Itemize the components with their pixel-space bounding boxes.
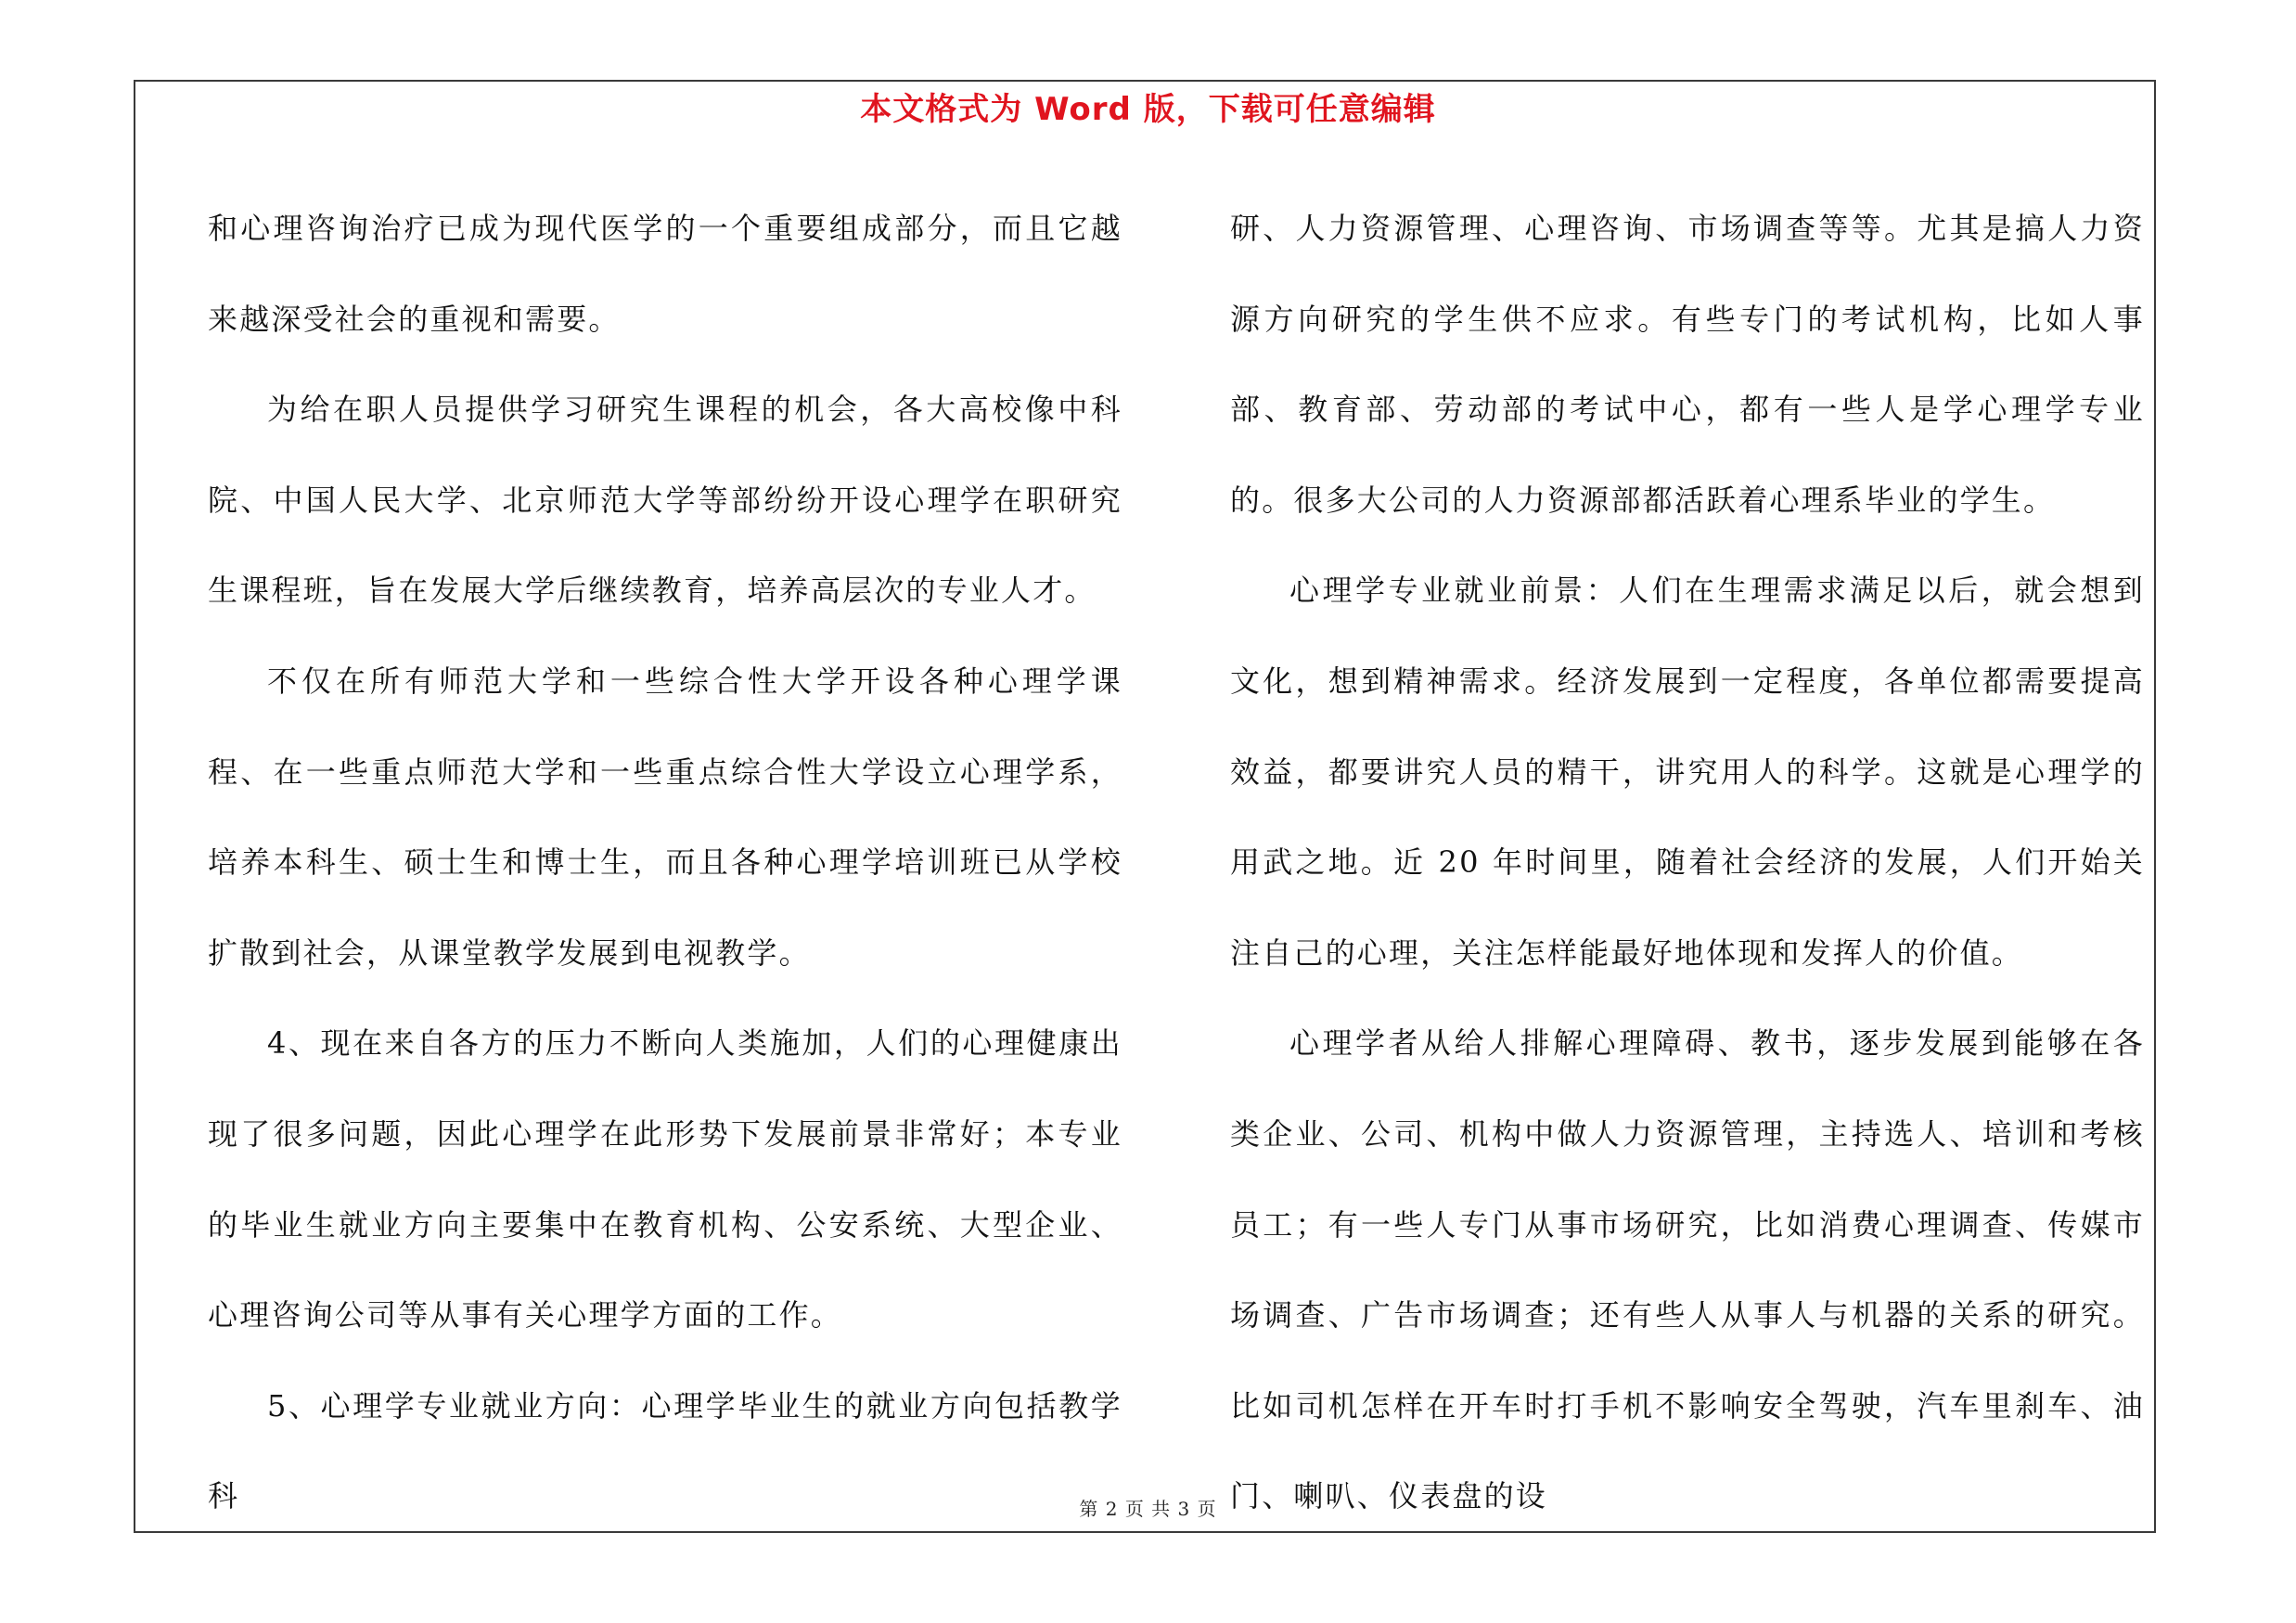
page-number: 第 2 页 共 3 页	[1079, 1498, 1217, 1520]
paragraph: 不仅在所有师范大学和一些综合性大学开设各种心理学课程、在一些重点师范大学和一些重点综合性大学设立心理学系，培养本科生、硕士生和博士生，而且各种心理学培训班已从学校扩散到社会，从课堂教学发展到电视教学。	[208, 663, 1122, 971]
paragraph: 研、人力资源管理、心理咨询、市场调查等等。尤其是搞人力资源方向研究的学生供不应求。有些专门的考试机构，比如人事部、教育部、劳动部的考试中心，都有一些人是学心理学专业的。很多大公司的人力资源部都活跃着心理系毕业的学生。	[1230, 211, 2145, 518]
paragraph: 心理学者从给人排解心理障碍、教书，逐步发展到能够在各类企业、公司、机构中做人力资源管理，主持选人、培训和考核员工；有一些人专门从事市场研究，比如消费心理调查、传媒市场调查、广告市场调查；还有些人从事人与机器的关系的研究。比如司机怎样在开车时打手机不影响安全驾驶，汽车里刹车、油门、喇叭、仪表盘的设	[1230, 1025, 2145, 1514]
paragraph: 心理学专业就业前景：人们在生理需求满足以后，就会想到文化，想到精神需求。经济发展到一定程度，各单位都需要提高效益，都要讲究人员的精干，讲究用人的科学。这就是心理学的用武之地。近 20 年时间里，随着社会经济的发展，人们开始关注自己的心理，关注怎样能最好地体现和发挥人的价值。	[1230, 573, 2145, 971]
paragraph: 4、现在来自各方的压力不断向人类施加，人们的心理健康出现了很多问题，因此心理学在此形势下发展前景非常好；本专业的毕业生就业方向主要集中在教育机构、公安系统、大型企业、心理咨询公司等从事有关心理学方面的工作。	[208, 1025, 1122, 1333]
paragraph: 5、心理学专业就业方向：心理学毕业生的就业方向包括教学科	[208, 1387, 1122, 1514]
right-column	[1230, 184, 2145, 1542]
left-column	[208, 184, 1122, 1542]
edit-notice-banner: 本文格式为 Word 版，下载可任意编辑	[860, 91, 1436, 128]
paragraph: 和心理咨询治疗已成为现代医学的一个重要组成部分，而且它越来越深受社会的重视和需要。	[208, 211, 1122, 337]
paragraph: 为给在职人员提供学习研究生课程的机会，各大高校像中科院、中国人民大学、北京师范大学等部纷纷开设心理学在职研究生课程班，旨在发展大学后继续教育，培养高层次的专业人才。	[208, 392, 1122, 609]
